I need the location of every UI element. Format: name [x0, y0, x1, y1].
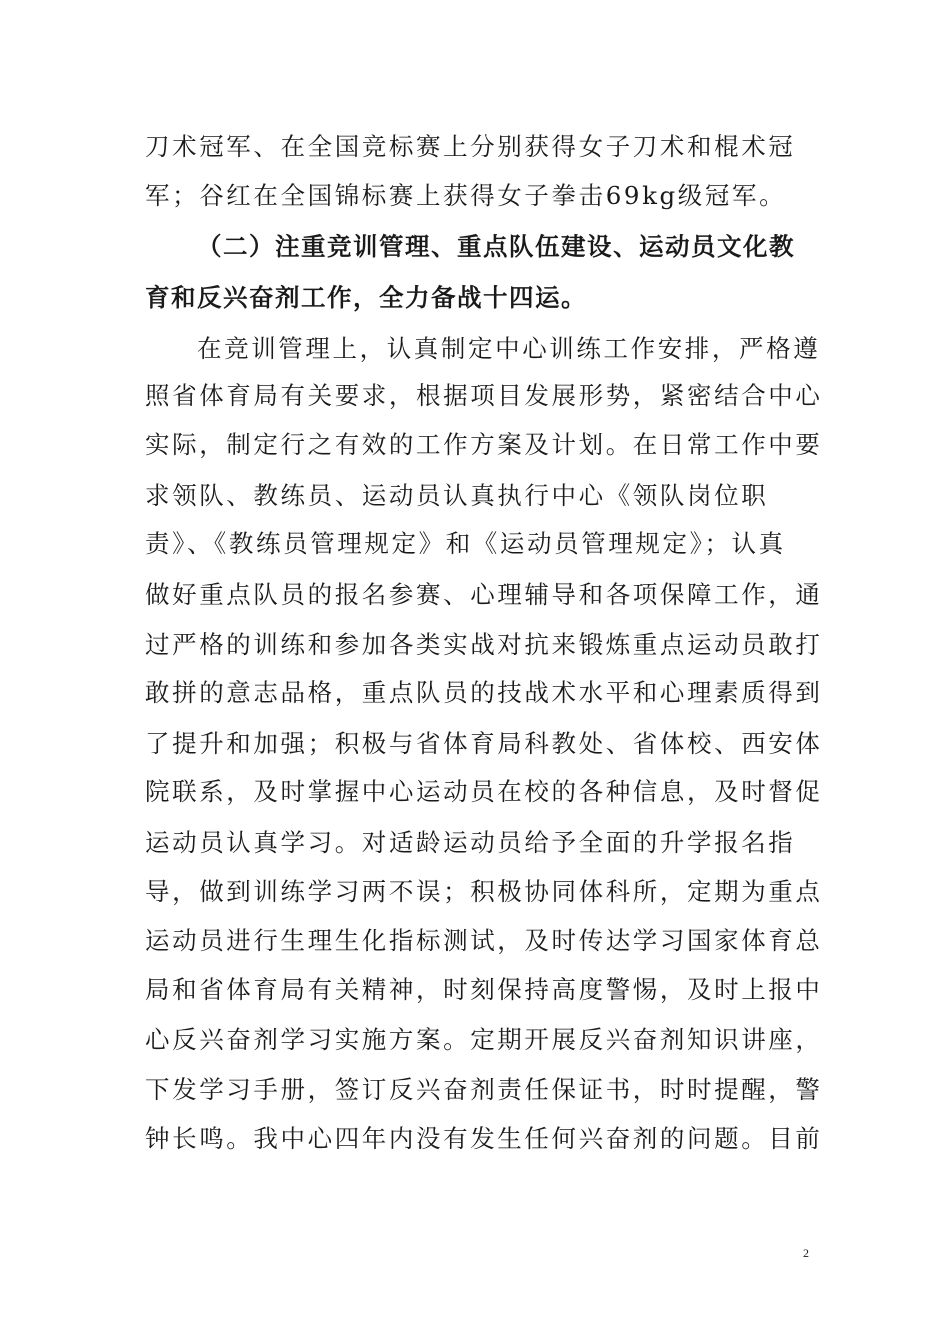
- body-text-line: 过严格的训练和参加各类实战对抗来锻炼重点运动员敢打: [145, 630, 823, 659]
- body-text-line: 做好重点队员的报名参赛、心理辅导和各项保障工作，通: [145, 580, 823, 609]
- body-text-line: 责》、《教练员管理规定》和《运动员管理规定》；认真: [145, 529, 786, 558]
- body-text-line: 敢拼的意志品格，重点队员的技战术水平和心理素质得到: [145, 678, 823, 707]
- body-text-line: 心反兴奋剂学习实施方案。定期开展反兴奋剂知识讲座，: [145, 1025, 823, 1054]
- page-number: 2: [803, 1246, 809, 1260]
- body-text-line: 运动员进行生理生化指标测试，及时传达学习国家体育总: [145, 926, 823, 955]
- body-text-line: 刀术冠军、在全国竞标赛上分别获得女子刀术和棍术冠: [145, 132, 796, 161]
- body-text-line: 照省体育局有关要求，根据项目发展形势，紧密结合中心: [145, 381, 823, 410]
- body-text-line: 院联系，及时掌握中心运动员在校的各种信息，及时督促: [145, 777, 823, 806]
- body-text-line: 局和省体育局有关精神，时刻保持高度警惕，及时上报中: [145, 975, 823, 1004]
- body-text-line: 军；谷红在全国锦标赛上获得女子拳击69kg级冠军。: [145, 181, 787, 210]
- body-text-line: 运动员认真学习。对适龄运动员给予全面的升学报名指: [145, 828, 796, 857]
- body-text-line: 求领队、教练员、运动员认真执行中心《领队岗位职: [145, 481, 769, 510]
- body-text-line: 实际，制定行之有效的工作方案及计划。在日常工作中要: [145, 430, 823, 459]
- body-text-line: 了提升和加强；积极与省体育局科教处、省体校、西安体: [145, 729, 823, 758]
- body-text-line: 下发学习手册，签订反兴奋剂责任保证书，时时提醒，警: [145, 1075, 823, 1104]
- body-text-line: 钟长鸣。我中心四年内没有发生任何兴奋剂的问题。目前: [145, 1124, 823, 1153]
- section-heading-line: （二）注重竞训管理、重点队伍建设、运动员文化教: [197, 232, 795, 261]
- body-text-line: 在竞训管理上，认真制定中心训练工作安排，严格遵: [197, 334, 821, 363]
- section-heading-line: 育和反兴奋剂工作，全力备战十四运。: [145, 283, 587, 312]
- body-text-line: 导，做到训练学习两不误；积极协同体科所，定期为重点: [145, 877, 823, 906]
